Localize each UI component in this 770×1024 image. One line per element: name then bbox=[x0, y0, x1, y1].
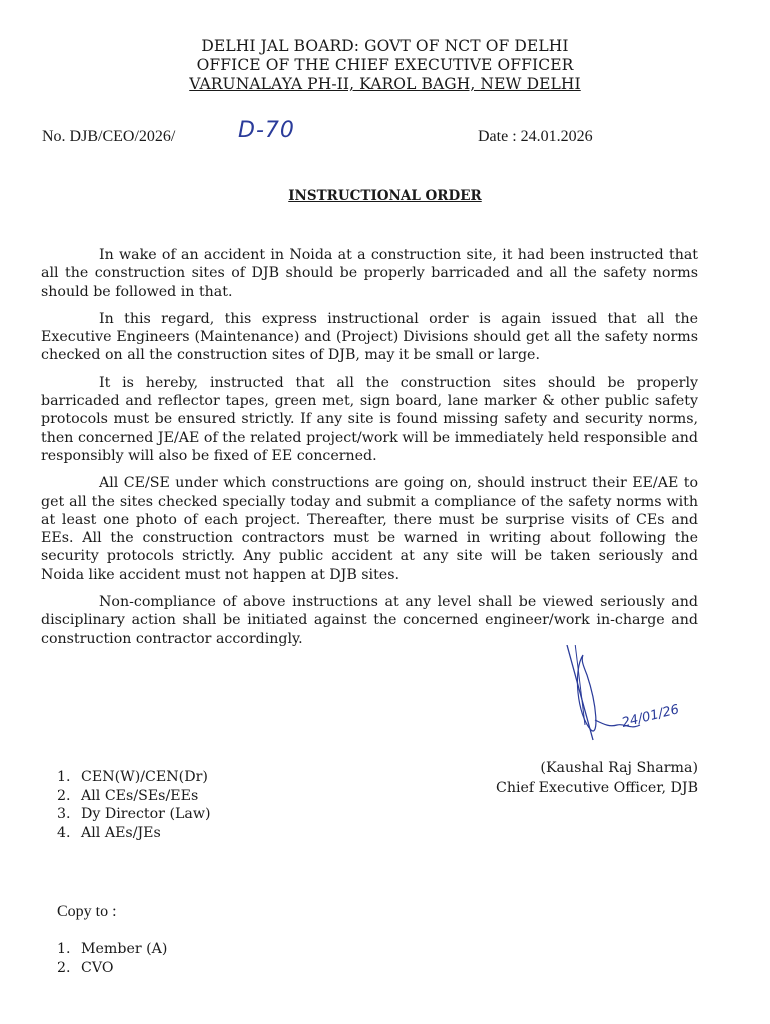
order-body bbox=[41, 246, 698, 657]
paragraph-4: All CE/SE under which constructions are going on, should instruct their EE/AE to get all the sites checked specially today and submit a compliance of the safety norms with at least one photo of each project. Thereafter, there must be surprise visits of CEs and EEs. All the construction contractors must be warned in writing about following the security protocols strictly. Any public accident at any site will be taken seriously and Noida like accident must not happen at DJB sites. bbox=[41, 475, 698, 583]
paragraph-2: In this regard, this express instructional order is again issued that all the Executive Engineers (Maintenance) and (Project) Divisions should get all the safety norms checked on all the construction sites of DJB, may it be small or large. bbox=[41, 310, 698, 364]
list-item: 4. All AEs/JEs bbox=[57, 825, 161, 842]
paragraph-3: It is hereby, instructed that all the construction sites should be properly barricaded and reflector tapes, green met, sign board, lane marker & other public safety protocols must be ensured strictly. If any site is found missing safety and security norms, then concerned JE/AE of the related project/work will be immediately held responsible and responsibly will also be fixed of EE concerned. bbox=[41, 374, 698, 464]
signature-date: 24/01/26 bbox=[620, 702, 681, 731]
document-title: INSTRUCTIONAL ORDER bbox=[288, 188, 482, 204]
signatory-block bbox=[470, 758, 698, 798]
signatory-designation: Chief Executive Officer, DJB bbox=[495, 780, 698, 796]
recipient-list bbox=[57, 768, 211, 843]
letterhead bbox=[0, 37, 770, 94]
paragraph-5: Non-compliance of above instructions at any level shall be viewed seriously and disciplinary action shall be initiated against the concerned engineer/work in-charge and construction contractor accordingly. bbox=[41, 594, 698, 647]
copy-to-heading: Copy to : bbox=[57, 903, 117, 920]
reference-number: No. DJB/CEO/2026/ bbox=[42, 128, 176, 145]
letterhead-org: DELHI JAL BOARD: GOVT OF NCT OF DELHI bbox=[201, 37, 569, 55]
copy-to-list bbox=[57, 940, 167, 977]
handwritten-number: D-70 bbox=[238, 118, 295, 143]
list-item: 3. Dy Director (Law) bbox=[57, 806, 211, 823]
letterhead-address: VARUNALAYA PH-II, KAROL BAGH, NEW DELHI bbox=[189, 75, 581, 93]
paragraph-1: In wake of an accident in Noida at a construction site, it had been instructed that all the construction sites of DJB should be properly barricaded and all the safety norms should be followed in that. bbox=[41, 247, 698, 300]
signatory-name: (Kaushal Raj Sharma) bbox=[540, 760, 698, 776]
list-item: 1. Member (A) bbox=[57, 941, 168, 957]
letterhead-office: OFFICE OF THE CHIEF EXECUTIVE OFFICER bbox=[196, 56, 574, 74]
handwritten-signature bbox=[555, 645, 715, 765]
list-item: 1. CEN(W)/CEN(Dr) bbox=[57, 769, 208, 785]
list-item: 2. All CEs/SEs/EEs bbox=[57, 787, 199, 804]
list-item: 2. CVO bbox=[57, 959, 114, 976]
order-date: Date : 24.01.2026 bbox=[478, 128, 593, 145]
